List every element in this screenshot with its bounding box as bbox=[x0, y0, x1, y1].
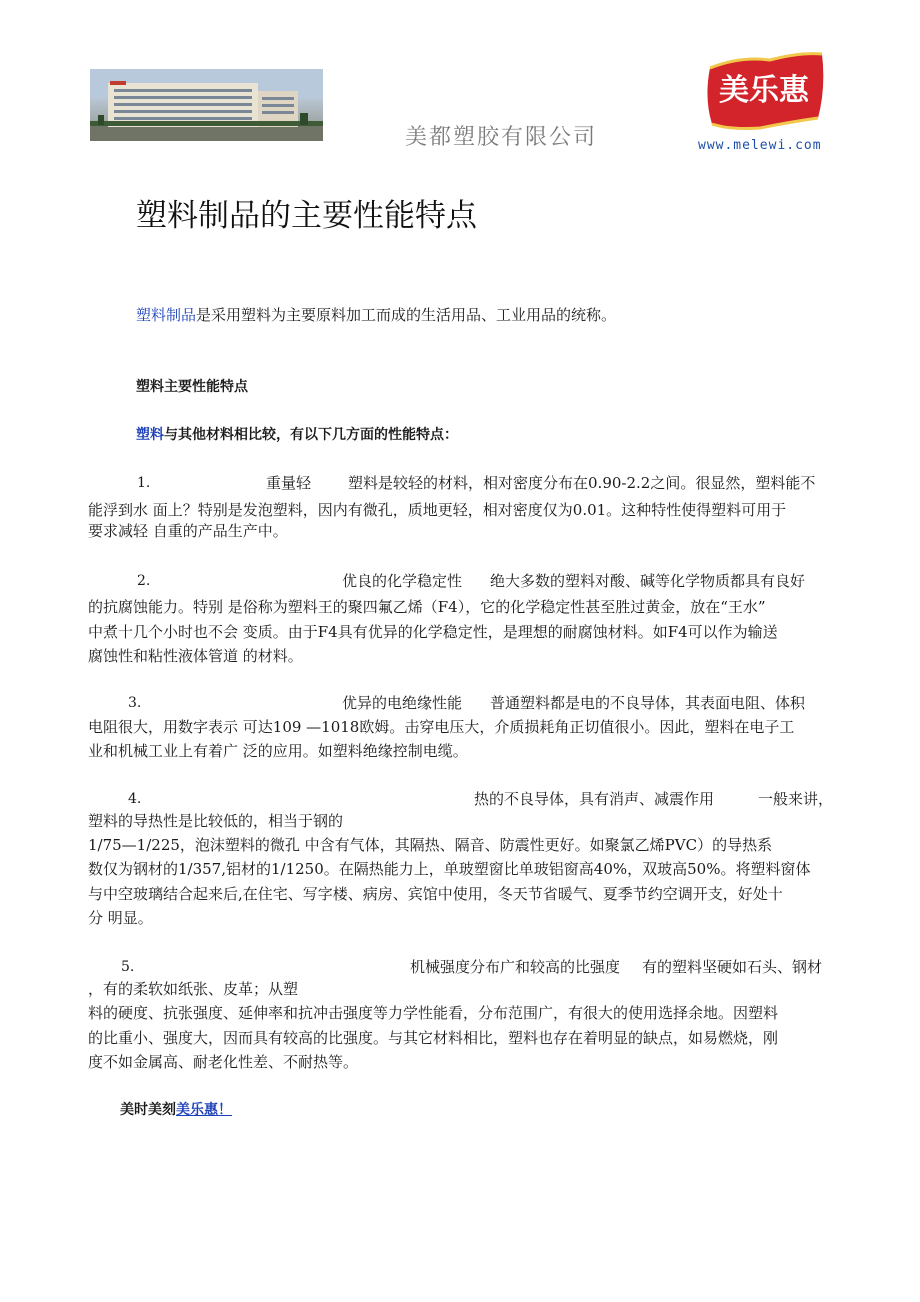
item-3-number: 3. bbox=[128, 695, 142, 711]
item-5-line: 有的塑料坚硬如石头、钢材 bbox=[642, 958, 823, 976]
item-5-heading: 机械强度分布广和较高的比强度 bbox=[410, 958, 621, 976]
item-3-line: 普通塑料都是电的不良导体，其表面电阻、体积 bbox=[490, 694, 806, 712]
item-4-line: 1/75—1/225，泡沫塑料的微孔 中含有气体，其隔热、隔音、防震性更好。如聚氯乙烯PVC）的导热系 bbox=[88, 836, 773, 854]
item-2-line: 的抗腐蚀能力。特别 是俗称为塑料王的聚四氟乙烯（F4），它的化学稳定性甚至胜过黄金，放在“王水” bbox=[88, 598, 766, 616]
footer-text: 美时美刻 bbox=[120, 1102, 176, 1118]
item-4-line: 一般来讲， bbox=[758, 790, 834, 808]
item-5-number: 5. bbox=[121, 959, 135, 975]
logo-text: 美乐惠 bbox=[719, 73, 809, 108]
plastic-link[interactable]: 塑料 bbox=[136, 427, 164, 443]
item-1-number: 1. bbox=[137, 475, 151, 491]
item-4-heading: 热的不良导体，具有消声、减震作用 bbox=[474, 790, 715, 808]
item-4-number: 4. bbox=[128, 791, 142, 807]
website-link[interactable]: www.melewi.com bbox=[698, 138, 822, 153]
item-5-line: ，有的柔软如纸张、皮革；从塑 bbox=[88, 980, 299, 998]
item-1-line: 能浮到水 面上？特别是发泡塑料，因内有微孔，质地更轻，相对密度仅为0.01。这种特性使得塑料可用于 bbox=[88, 501, 787, 519]
item-3-line: 电阻很大，用数字表示 可达109 —1018欧姆。击穿电压大，介质损耗角正切值很小。因此，塑料在电子工 bbox=[88, 718, 795, 736]
item-4-line: 分 明显。 bbox=[88, 909, 153, 927]
item-5-line: 度不如金属高、耐老化性差、不耐热等。 bbox=[88, 1053, 359, 1071]
section-heading: 塑料主要性能特点 bbox=[136, 379, 248, 395]
lead-text: 与其他材料相比较，有以下几方面的性能特点： bbox=[164, 427, 458, 443]
company-name: 美都塑胶有限公司 bbox=[405, 125, 598, 150]
brand-link[interactable]: 美乐惠！ bbox=[176, 1102, 232, 1118]
item-3-line: 业和机械工业上有着广 泛的应用。如塑料绝缘控制电缆。 bbox=[88, 742, 468, 760]
item-2-line: 腐蚀性和粘性液体管道 的材料。 bbox=[88, 647, 303, 665]
brand-logo bbox=[700, 48, 830, 134]
item-4-line: 数仅为钢材的1/357,铝材的1/1250。在隔热能力上，单玻塑窗比单玻铝窗高40%，双玻高50%。将塑料窗体 bbox=[88, 860, 811, 878]
footer-slogan bbox=[120, 1097, 232, 1124]
plastic-products-link[interactable]: 塑料制品 bbox=[136, 306, 197, 324]
item-5-line: 料的硬度、抗张强度、延伸率和抗冲击强度等力学性能看，分布范围广，有很大的使用选择余地。因塑料 bbox=[88, 1004, 779, 1022]
item-5-line: 的比重小、强度大，因而具有较高的比强度。与其它材料相比，塑料也存在着明显的缺点，如易燃烧，刚 bbox=[88, 1029, 779, 1047]
item-1-line: 要求减轻 自重的产品生产中。 bbox=[88, 522, 288, 540]
intro-paragraph bbox=[136, 302, 616, 329]
item-1-line: 塑料是较轻的材料，相对密度分布在0.90-2.2之间。很显然，塑料能不 bbox=[348, 474, 816, 492]
item-4-line: 与中空玻璃结合起来后,在住宅、写字楼、病房、宾馆中使用，冬天节省暖气、夏季节约空调开支，好处十 bbox=[88, 885, 783, 903]
item-2-line: 中煮十几个小时也不会 变质。由于F4具有优异的化学稳定性，是理想的耐腐蚀材料。如F4可以作为输送 bbox=[88, 623, 778, 641]
lead-paragraph bbox=[136, 422, 458, 449]
item-2-line: 绝大多数的塑料对酸、碱等化学物质都具有良好 bbox=[490, 572, 806, 590]
factory-building-photo bbox=[90, 69, 323, 141]
intro-text: 是采用塑料为主要原料加工而成的生活用品、工业用品的统称。 bbox=[196, 306, 617, 324]
item-2-number: 2. bbox=[137, 573, 151, 589]
item-2-heading: 优良的化学稳定性 bbox=[342, 572, 463, 590]
item-1-heading: 重量轻 bbox=[266, 474, 312, 492]
item-4-line: 塑料的导热性是比较低的，相当于钢的 bbox=[88, 812, 344, 830]
item-3-heading: 优异的电绝缘性能 bbox=[342, 694, 463, 712]
page-title: 塑料制品的主要性能特点 bbox=[136, 198, 477, 234]
